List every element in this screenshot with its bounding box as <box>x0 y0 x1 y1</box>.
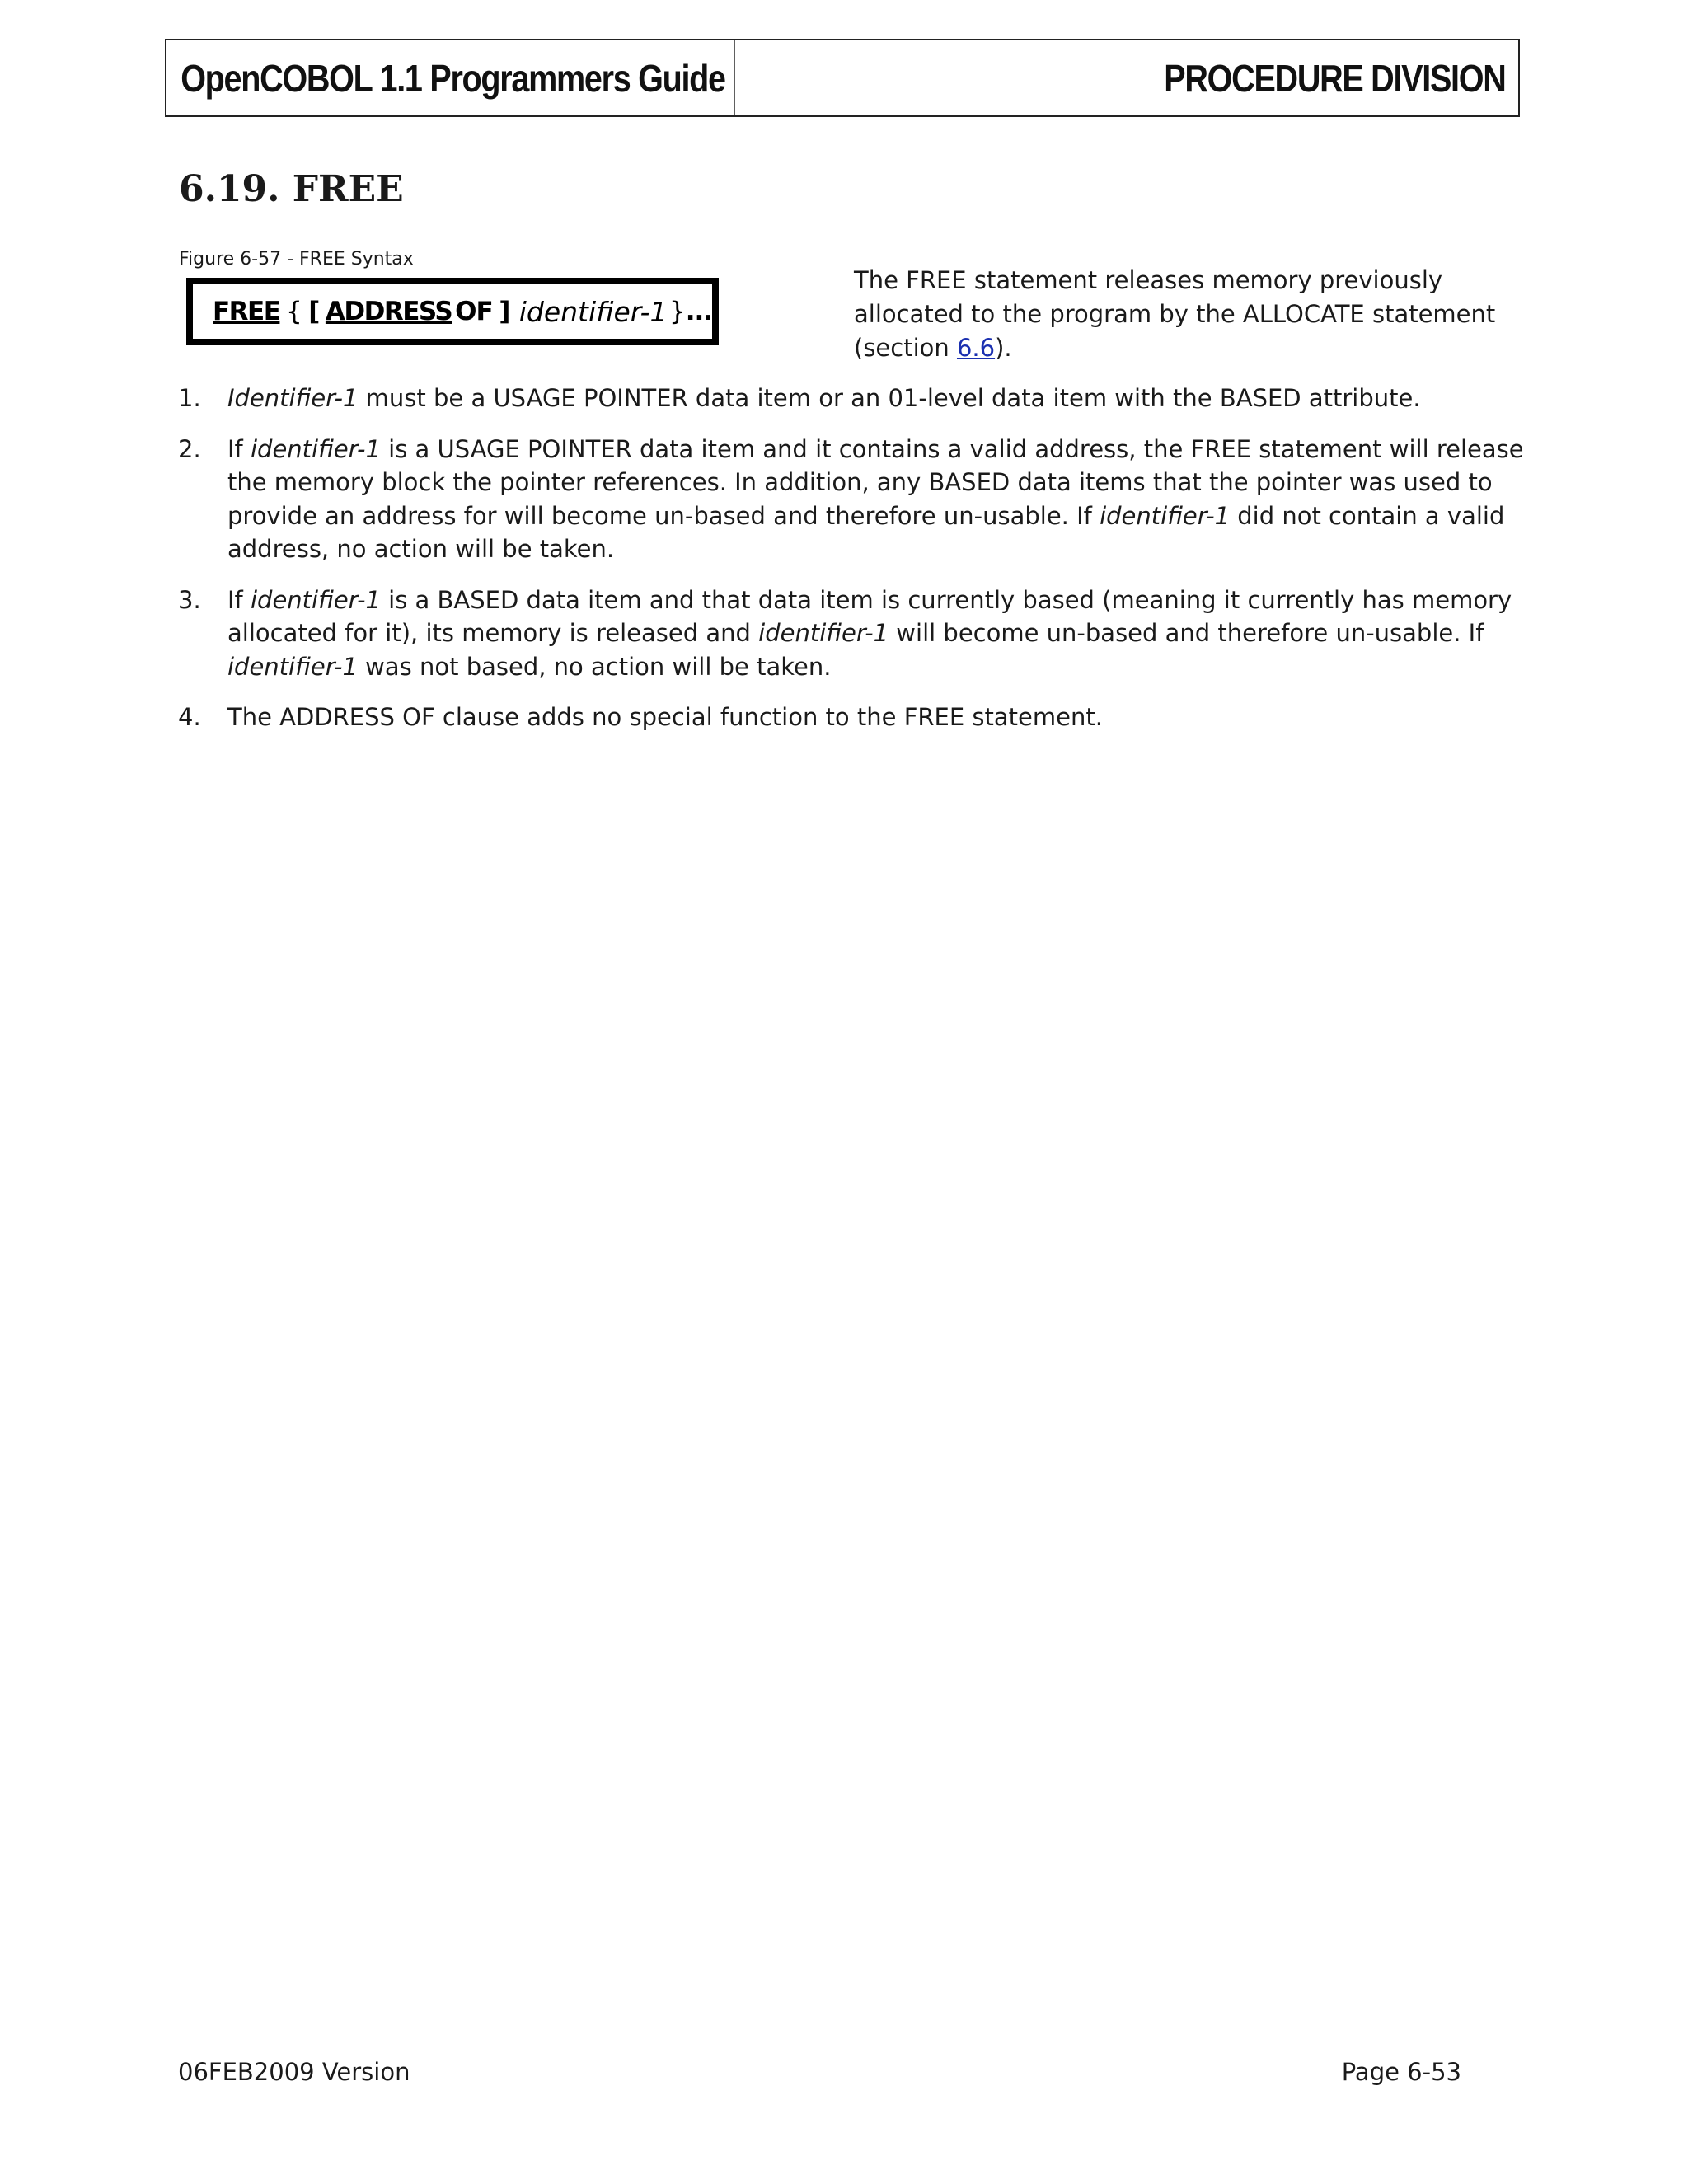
identifier-term: identifier-1 <box>758 619 889 647</box>
list-item <box>178 382 1530 415</box>
guide-title-text: OpenCOBOL 1.1 Programmers Guide <box>181 56 725 100</box>
list-item <box>178 701 1530 734</box>
syntax-close-bracket: ] <box>499 297 510 326</box>
syntax-diagram <box>186 278 719 345</box>
rule-text: is a BASED data item and that data item is currently based (meaning it currently has memory allocated for it), its memory is released and <box>227 585 1512 647</box>
identifier-term: identifier-1 <box>250 585 381 614</box>
footer-version: 06FEB2009 Version <box>178 2058 410 2086</box>
chapter-title <box>924 40 1518 115</box>
section-title: 6.19. FREE <box>179 168 404 210</box>
syntax-keyword-free: FREE <box>213 297 280 326</box>
rule-text: The ADDRESS OF clause adds no special function to the FREE statement. <box>227 703 1103 731</box>
rule-text: must be a USAGE POINTER data item or an 01-level data item with the BASED attribute. <box>358 384 1421 412</box>
page-header <box>165 39 1520 117</box>
intro-text: The FREE statement releases memory previously allocated to the program by the ALLOCATE statement (section <box>854 266 1496 362</box>
figure-caption: Figure 6-57 - FREE Syntax <box>179 249 414 269</box>
syntax-keyword-of: OF <box>455 297 493 326</box>
chapter-title-text: PROCEDURE DIVISION <box>1164 56 1506 100</box>
rule-text: will become un-based and therefore un-usable. If <box>889 619 1484 647</box>
list-number: 3. <box>178 585 201 614</box>
identifier-term: Identifier-1 <box>227 384 359 412</box>
section-link[interactable]: 6.6 <box>956 334 996 362</box>
rule-text: was not based, no action will be taken. <box>357 652 832 681</box>
rule-text: If <box>227 585 251 614</box>
syntax-open-brace: { <box>285 297 302 326</box>
list-number: 1. <box>178 384 201 412</box>
list-item <box>178 583 1530 684</box>
syntax-ellipsis: ... <box>685 297 713 326</box>
rule-text: If <box>227 434 251 463</box>
identifier-term: identifier-1 <box>227 652 358 681</box>
footer-page-number: Page 6-53 <box>1341 2058 1461 2086</box>
identifier-term: identifier-1 <box>250 434 381 463</box>
intro-paragraph <box>854 264 1505 365</box>
syntax-keyword-address: ADDRESS <box>325 297 452 326</box>
rule-text: did not contain a valid address, no action will be taken. <box>227 501 1505 563</box>
identifier-term: identifier-1 <box>1100 501 1231 530</box>
list-number: 2. <box>178 434 201 463</box>
list-item <box>178 433 1530 566</box>
rule-text: is a USAGE POINTER data item and it contains a valid address, the FREE statement will release the memory block the pointer references. In addition, any BASED data items that the pointer was used to provide an address for will become un-based and therefore un-usable. If <box>227 434 1524 530</box>
syntax-identifier: identifier-1 <box>518 295 668 328</box>
intro-after: ). <box>995 334 1012 362</box>
syntax-close-brace: } <box>668 297 686 326</box>
guide-title <box>166 40 735 115</box>
rules-list <box>178 382 1530 752</box>
list-number: 4. <box>178 703 201 731</box>
syntax-open-bracket: [ <box>308 297 320 326</box>
